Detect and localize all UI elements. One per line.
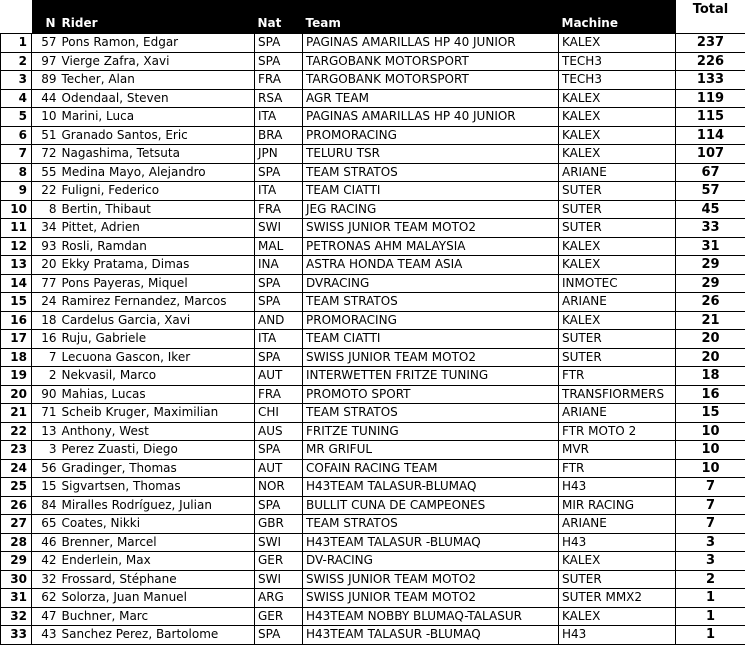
nationality-cell: SPA	[255, 496, 303, 515]
team-cell: ASTRA HONDA TEAM ASIA	[303, 256, 559, 275]
table-row	[1, 311, 745, 330]
team-cell: SWISS JUNIOR TEAM MOTO2	[303, 570, 559, 589]
rider-name-cell: Anthony, West	[59, 422, 255, 441]
machine-cell: KALEX	[559, 607, 676, 626]
machine-cell: FTR MOTO 2	[559, 422, 676, 441]
rider-number-cell: 13	[32, 422, 59, 441]
table-row	[1, 34, 745, 53]
position-cell: 15	[1, 293, 32, 312]
rider-name-cell: Lecuona Gascon, Iker	[59, 348, 255, 367]
team-cell: H43TEAM TALASUR -BLUMAQ	[303, 533, 559, 552]
position-cell: 5	[1, 108, 32, 127]
team-cell: PROMORACING	[303, 126, 559, 145]
machine-cell: KALEX	[559, 145, 676, 164]
position-cell: 26	[1, 496, 32, 515]
team-cell: TEAM STRATOS	[303, 515, 559, 534]
table-row	[1, 478, 745, 497]
team-cell: PAGINAS AMARILLAS HP 40 JUNIOR	[303, 34, 559, 53]
rider-name-cell: Odendaal, Steven	[59, 89, 255, 108]
rider-name-cell: Perez Zuasti, Diego	[59, 441, 255, 460]
position-cell: 19	[1, 367, 32, 386]
rider-number-cell: 57	[32, 34, 59, 53]
rider-number-cell: 16	[32, 330, 59, 349]
rider-number-cell: 77	[32, 274, 59, 293]
team-cell: FRITZE TUNING	[303, 422, 559, 441]
nationality-cell: GER	[255, 607, 303, 626]
nationality-cell: AUS	[255, 422, 303, 441]
rider-number-cell: 56	[32, 459, 59, 478]
table-row	[1, 108, 745, 127]
nationality-cell: GER	[255, 552, 303, 571]
nationality-cell: FRA	[255, 385, 303, 404]
machine-cell: H43	[559, 533, 676, 552]
team-cell: COFAIN RACING TEAM	[303, 459, 559, 478]
position-cell: 24	[1, 459, 32, 478]
table-row	[1, 293, 745, 312]
header-machine: Machine	[559, 0, 676, 34]
nationality-cell: RSA	[255, 89, 303, 108]
table-row	[1, 533, 745, 552]
team-cell: DV-RACING	[303, 552, 559, 571]
machine-cell: FTR	[559, 459, 676, 478]
nationality-cell: SPA	[255, 52, 303, 71]
machine-cell: H43	[559, 626, 676, 645]
rider-number-cell: 42	[32, 552, 59, 571]
machine-cell: SUTER	[559, 348, 676, 367]
position-cell: 33	[1, 626, 32, 645]
nationality-cell: JPN	[255, 145, 303, 164]
nationality-cell: ARG	[255, 589, 303, 608]
machine-cell: INMOTEC	[559, 274, 676, 293]
total-points-cell: 10	[676, 422, 745, 441]
total-points-cell: 45	[676, 200, 745, 219]
rider-name-cell: Frossard, Stéphane	[59, 570, 255, 589]
rider-name-cell: Scheib Kruger, Maximilian	[59, 404, 255, 423]
total-points-cell: 7	[676, 496, 745, 515]
rider-number-cell: 47	[32, 607, 59, 626]
rider-number-cell: 24	[32, 293, 59, 312]
total-points-cell: 1	[676, 589, 745, 608]
position-cell: 14	[1, 274, 32, 293]
machine-cell: MVR	[559, 441, 676, 460]
rider-number-cell: 55	[32, 163, 59, 182]
rider-name-cell: Marini, Luca	[59, 108, 255, 127]
table-row	[1, 607, 745, 626]
total-points-cell: 107	[676, 145, 745, 164]
nationality-cell: SWI	[255, 570, 303, 589]
team-cell: SWISS JUNIOR TEAM MOTO2	[303, 348, 559, 367]
position-cell: 9	[1, 182, 32, 201]
rider-name-cell: Coates, Nikki	[59, 515, 255, 534]
table-row	[1, 459, 745, 478]
team-cell: PROMOTO SPORT	[303, 385, 559, 404]
rider-number-cell: 44	[32, 89, 59, 108]
machine-cell: SUTER MMX2	[559, 589, 676, 608]
machine-cell: ARIANE	[559, 163, 676, 182]
team-cell: INTERWETTEN FRITZE TUNING	[303, 367, 559, 386]
machine-cell: TECH3	[559, 71, 676, 90]
rider-number-cell: 46	[32, 533, 59, 552]
rider-name-cell: Cardelus Garcia, Xavi	[59, 311, 255, 330]
position-cell: 18	[1, 348, 32, 367]
machine-cell: ARIANE	[559, 404, 676, 423]
table-row	[1, 385, 745, 404]
rider-name-cell: Enderlein, Max	[59, 552, 255, 571]
rider-name-cell: Brenner, Marcel	[59, 533, 255, 552]
team-cell: PAGINAS AMARILLAS HP 40 JUNIOR	[303, 108, 559, 127]
rider-number-cell: 90	[32, 385, 59, 404]
total-points-cell: 10	[676, 459, 745, 478]
nationality-cell: ITA	[255, 108, 303, 127]
rider-name-cell: Pittet, Adrien	[59, 219, 255, 238]
total-points-cell: 29	[676, 256, 745, 275]
position-cell: 25	[1, 478, 32, 497]
position-cell: 1	[1, 34, 32, 53]
position-cell: 30	[1, 570, 32, 589]
total-points-cell: 20	[676, 348, 745, 367]
rider-number-cell: 15	[32, 478, 59, 497]
rider-name-cell: Miralles Rodríguez, Julian	[59, 496, 255, 515]
team-cell: H43TEAM TALASUR-BLUMAQ	[303, 478, 559, 497]
table-row	[1, 422, 745, 441]
nationality-cell: FRA	[255, 200, 303, 219]
rider-number-cell: 32	[32, 570, 59, 589]
machine-cell: ARIANE	[559, 515, 676, 534]
machine-cell: KALEX	[559, 552, 676, 571]
team-cell: SWISS JUNIOR TEAM MOTO2	[303, 219, 559, 238]
nationality-cell: CHI	[255, 404, 303, 423]
table-row	[1, 71, 745, 90]
rider-number-cell: 22	[32, 182, 59, 201]
nationality-cell: AUT	[255, 367, 303, 386]
position-cell: 12	[1, 237, 32, 256]
rider-number-cell: 72	[32, 145, 59, 164]
team-cell: DVRACING	[303, 274, 559, 293]
table-row	[1, 126, 745, 145]
rider-name-cell: Mahias, Lucas	[59, 385, 255, 404]
position-cell: 16	[1, 311, 32, 330]
position-cell: 3	[1, 71, 32, 90]
table-row	[1, 256, 745, 275]
total-points-cell: 15	[676, 404, 745, 423]
table-row	[1, 330, 745, 349]
nationality-cell: SPA	[255, 626, 303, 645]
nationality-cell: FRA	[255, 71, 303, 90]
table-row	[1, 200, 745, 219]
team-cell: TELURU TSR	[303, 145, 559, 164]
rider-name-cell: Fuligni, Federico	[59, 182, 255, 201]
rider-number-cell: 51	[32, 126, 59, 145]
rider-name-cell: Gradinger, Thomas	[59, 459, 255, 478]
nationality-cell: NOR	[255, 478, 303, 497]
rider-name-cell: Sigvartsen, Thomas	[59, 478, 255, 497]
rider-number-cell: 10	[32, 108, 59, 127]
rider-name-cell: Solorza, Juan Manuel	[59, 589, 255, 608]
total-points-cell: 33	[676, 219, 745, 238]
table-row	[1, 274, 745, 293]
position-cell: 32	[1, 607, 32, 626]
team-cell: PETRONAS AHM MALAYSIA	[303, 237, 559, 256]
team-cell: H43TEAM NOBBY BLUMAQ-TALASUR	[303, 607, 559, 626]
header-team: Team	[303, 0, 559, 34]
position-cell: 10	[1, 200, 32, 219]
machine-cell: KALEX	[559, 237, 676, 256]
total-points-cell: 29	[676, 274, 745, 293]
nationality-cell: SPA	[255, 348, 303, 367]
machine-cell: KALEX	[559, 256, 676, 275]
total-points-cell: 133	[676, 71, 745, 90]
machine-cell: FTR	[559, 367, 676, 386]
nationality-cell: SWI	[255, 219, 303, 238]
total-points-cell: 226	[676, 52, 745, 71]
team-cell: TARGOBANK MOTORSPORT	[303, 52, 559, 71]
team-cell: AGR TEAM	[303, 89, 559, 108]
machine-cell: KALEX	[559, 108, 676, 127]
header-number: N	[32, 0, 59, 34]
rider-name-cell: Vierge Zafra, Xavi	[59, 52, 255, 71]
machine-cell: KALEX	[559, 34, 676, 53]
position-cell: 22	[1, 422, 32, 441]
header-pos	[1, 0, 32, 34]
nationality-cell: ITA	[255, 182, 303, 201]
position-cell: 31	[1, 589, 32, 608]
machine-cell: SUTER	[559, 182, 676, 201]
total-points-cell: 67	[676, 163, 745, 182]
nationality-cell: BRA	[255, 126, 303, 145]
team-cell: TEAM STRATOS	[303, 293, 559, 312]
team-cell: PROMORACING	[303, 311, 559, 330]
total-points-cell: 18	[676, 367, 745, 386]
rider-number-cell: 18	[32, 311, 59, 330]
rider-name-cell: Pons Ramon, Edgar	[59, 34, 255, 53]
machine-cell: SUTER	[559, 570, 676, 589]
machine-cell: ARIANE	[559, 293, 676, 312]
team-cell: TEAM CIATTI	[303, 330, 559, 349]
team-cell: TEAM STRATOS	[303, 163, 559, 182]
header-rider: Rider	[59, 0, 255, 34]
table-row	[1, 163, 745, 182]
nationality-cell: SWI	[255, 533, 303, 552]
position-cell: 23	[1, 441, 32, 460]
table-row	[1, 237, 745, 256]
team-cell: TEAM CIATTI	[303, 182, 559, 201]
total-points-cell: 115	[676, 108, 745, 127]
total-points-cell: 57	[676, 182, 745, 201]
table-row	[1, 219, 745, 238]
total-points-cell: 3	[676, 533, 745, 552]
team-cell: TARGOBANK MOTORSPORT	[303, 71, 559, 90]
table-row	[1, 626, 745, 645]
nationality-cell: INA	[255, 256, 303, 275]
team-cell: BULLIT CUNA DE CAMPEONES	[303, 496, 559, 515]
total-points-cell: 1	[676, 626, 745, 645]
rider-number-cell: 93	[32, 237, 59, 256]
machine-cell: SUTER	[559, 219, 676, 238]
rider-name-cell: Sanchez Perez, Bartolome	[59, 626, 255, 645]
header-nat: Nat	[255, 0, 303, 34]
table-row	[1, 515, 745, 534]
rider-name-cell: Nagashima, Tetsuta	[59, 145, 255, 164]
total-points-cell: 237	[676, 34, 745, 53]
total-points-cell: 7	[676, 515, 745, 534]
machine-cell: SUTER	[559, 200, 676, 219]
position-cell: 6	[1, 126, 32, 145]
machine-cell: KALEX	[559, 126, 676, 145]
total-points-cell: 21	[676, 311, 745, 330]
table-row	[1, 89, 745, 108]
position-cell: 28	[1, 533, 32, 552]
nationality-cell: GBR	[255, 515, 303, 534]
rider-number-cell: 34	[32, 219, 59, 238]
machine-cell: TECH3	[559, 52, 676, 71]
header-row	[1, 0, 745, 34]
rider-name-cell: Ekky Pratama, Dimas	[59, 256, 255, 275]
table-row	[1, 589, 745, 608]
rider-name-cell: Techer, Alan	[59, 71, 255, 90]
nationality-cell: SPA	[255, 274, 303, 293]
position-cell: 13	[1, 256, 32, 275]
rider-name-cell: Bertin, Thibaut	[59, 200, 255, 219]
total-points-cell: 3	[676, 552, 745, 571]
machine-cell: MIR RACING	[559, 496, 676, 515]
machine-cell: KALEX	[559, 89, 676, 108]
total-points-cell: 114	[676, 126, 745, 145]
rider-number-cell: 43	[32, 626, 59, 645]
table-row	[1, 145, 745, 164]
total-points-cell: 16	[676, 385, 745, 404]
total-points-cell: 1	[676, 607, 745, 626]
rider-name-cell: Ramirez Fernandez, Marcos	[59, 293, 255, 312]
position-cell: 11	[1, 219, 32, 238]
total-points-cell: 2	[676, 570, 745, 589]
rider-name-cell: Nekvasil, Marco	[59, 367, 255, 386]
machine-cell: TRANSFIORMERS	[559, 385, 676, 404]
total-points-cell: 10	[676, 441, 745, 460]
rider-number-cell: 3	[32, 441, 59, 460]
rider-number-cell: 7	[32, 348, 59, 367]
nationality-cell: ITA	[255, 330, 303, 349]
position-cell: 20	[1, 385, 32, 404]
nationality-cell: MAL	[255, 237, 303, 256]
rider-number-cell: 89	[32, 71, 59, 90]
rider-number-cell: 84	[32, 496, 59, 515]
total-points-cell: 26	[676, 293, 745, 312]
rider-number-cell: 97	[32, 52, 59, 71]
total-points-cell: 20	[676, 330, 745, 349]
nationality-cell: SPA	[255, 34, 303, 53]
nationality-cell: AUT	[255, 459, 303, 478]
total-points-cell: 7	[676, 478, 745, 497]
nationality-cell: SPA	[255, 163, 303, 182]
rider-name-cell: Pons Payeras, Miquel	[59, 274, 255, 293]
position-cell: 27	[1, 515, 32, 534]
standings-body	[1, 34, 745, 645]
position-cell: 4	[1, 89, 32, 108]
rider-name-cell: Rosli, Ramdan	[59, 237, 255, 256]
table-row	[1, 348, 745, 367]
rider-name-cell: Ruju, Gabriele	[59, 330, 255, 349]
position-cell: 2	[1, 52, 32, 71]
team-cell: SWISS JUNIOR TEAM MOTO2	[303, 589, 559, 608]
position-cell: 21	[1, 404, 32, 423]
rider-name-cell: Medina Mayo, Alejandro	[59, 163, 255, 182]
total-points-cell: 31	[676, 237, 745, 256]
machine-cell: H43	[559, 478, 676, 497]
position-cell: 29	[1, 552, 32, 571]
rider-number-cell: 8	[32, 200, 59, 219]
table-row	[1, 182, 745, 201]
rider-number-cell: 65	[32, 515, 59, 534]
table-row	[1, 52, 745, 71]
rider-name-cell: Buchner, Marc	[59, 607, 255, 626]
machine-cell: KALEX	[559, 311, 676, 330]
team-cell: H43TEAM TALASUR -BLUMAQ	[303, 626, 559, 645]
total-points-cell: 119	[676, 89, 745, 108]
rider-name-cell: Granado Santos, Eric	[59, 126, 255, 145]
team-cell: JEG RACING	[303, 200, 559, 219]
table-row	[1, 367, 745, 386]
table-row	[1, 441, 745, 460]
rider-number-cell: 2	[32, 367, 59, 386]
nationality-cell: AND	[255, 311, 303, 330]
team-cell: TEAM STRATOS	[303, 404, 559, 423]
table-row	[1, 570, 745, 589]
position-cell: 17	[1, 330, 32, 349]
rider-number-cell: 71	[32, 404, 59, 423]
position-cell: 7	[1, 145, 32, 164]
header-total: Total	[676, 0, 745, 34]
machine-cell: SUTER	[559, 330, 676, 349]
rider-number-cell: 20	[32, 256, 59, 275]
table-row	[1, 552, 745, 571]
nationality-cell: SPA	[255, 293, 303, 312]
rider-number-cell: 62	[32, 589, 59, 608]
position-cell: 8	[1, 163, 32, 182]
table-row	[1, 404, 745, 423]
team-cell: MR GRIFUL	[303, 441, 559, 460]
table-row	[1, 496, 745, 515]
nationality-cell: SPA	[255, 441, 303, 460]
